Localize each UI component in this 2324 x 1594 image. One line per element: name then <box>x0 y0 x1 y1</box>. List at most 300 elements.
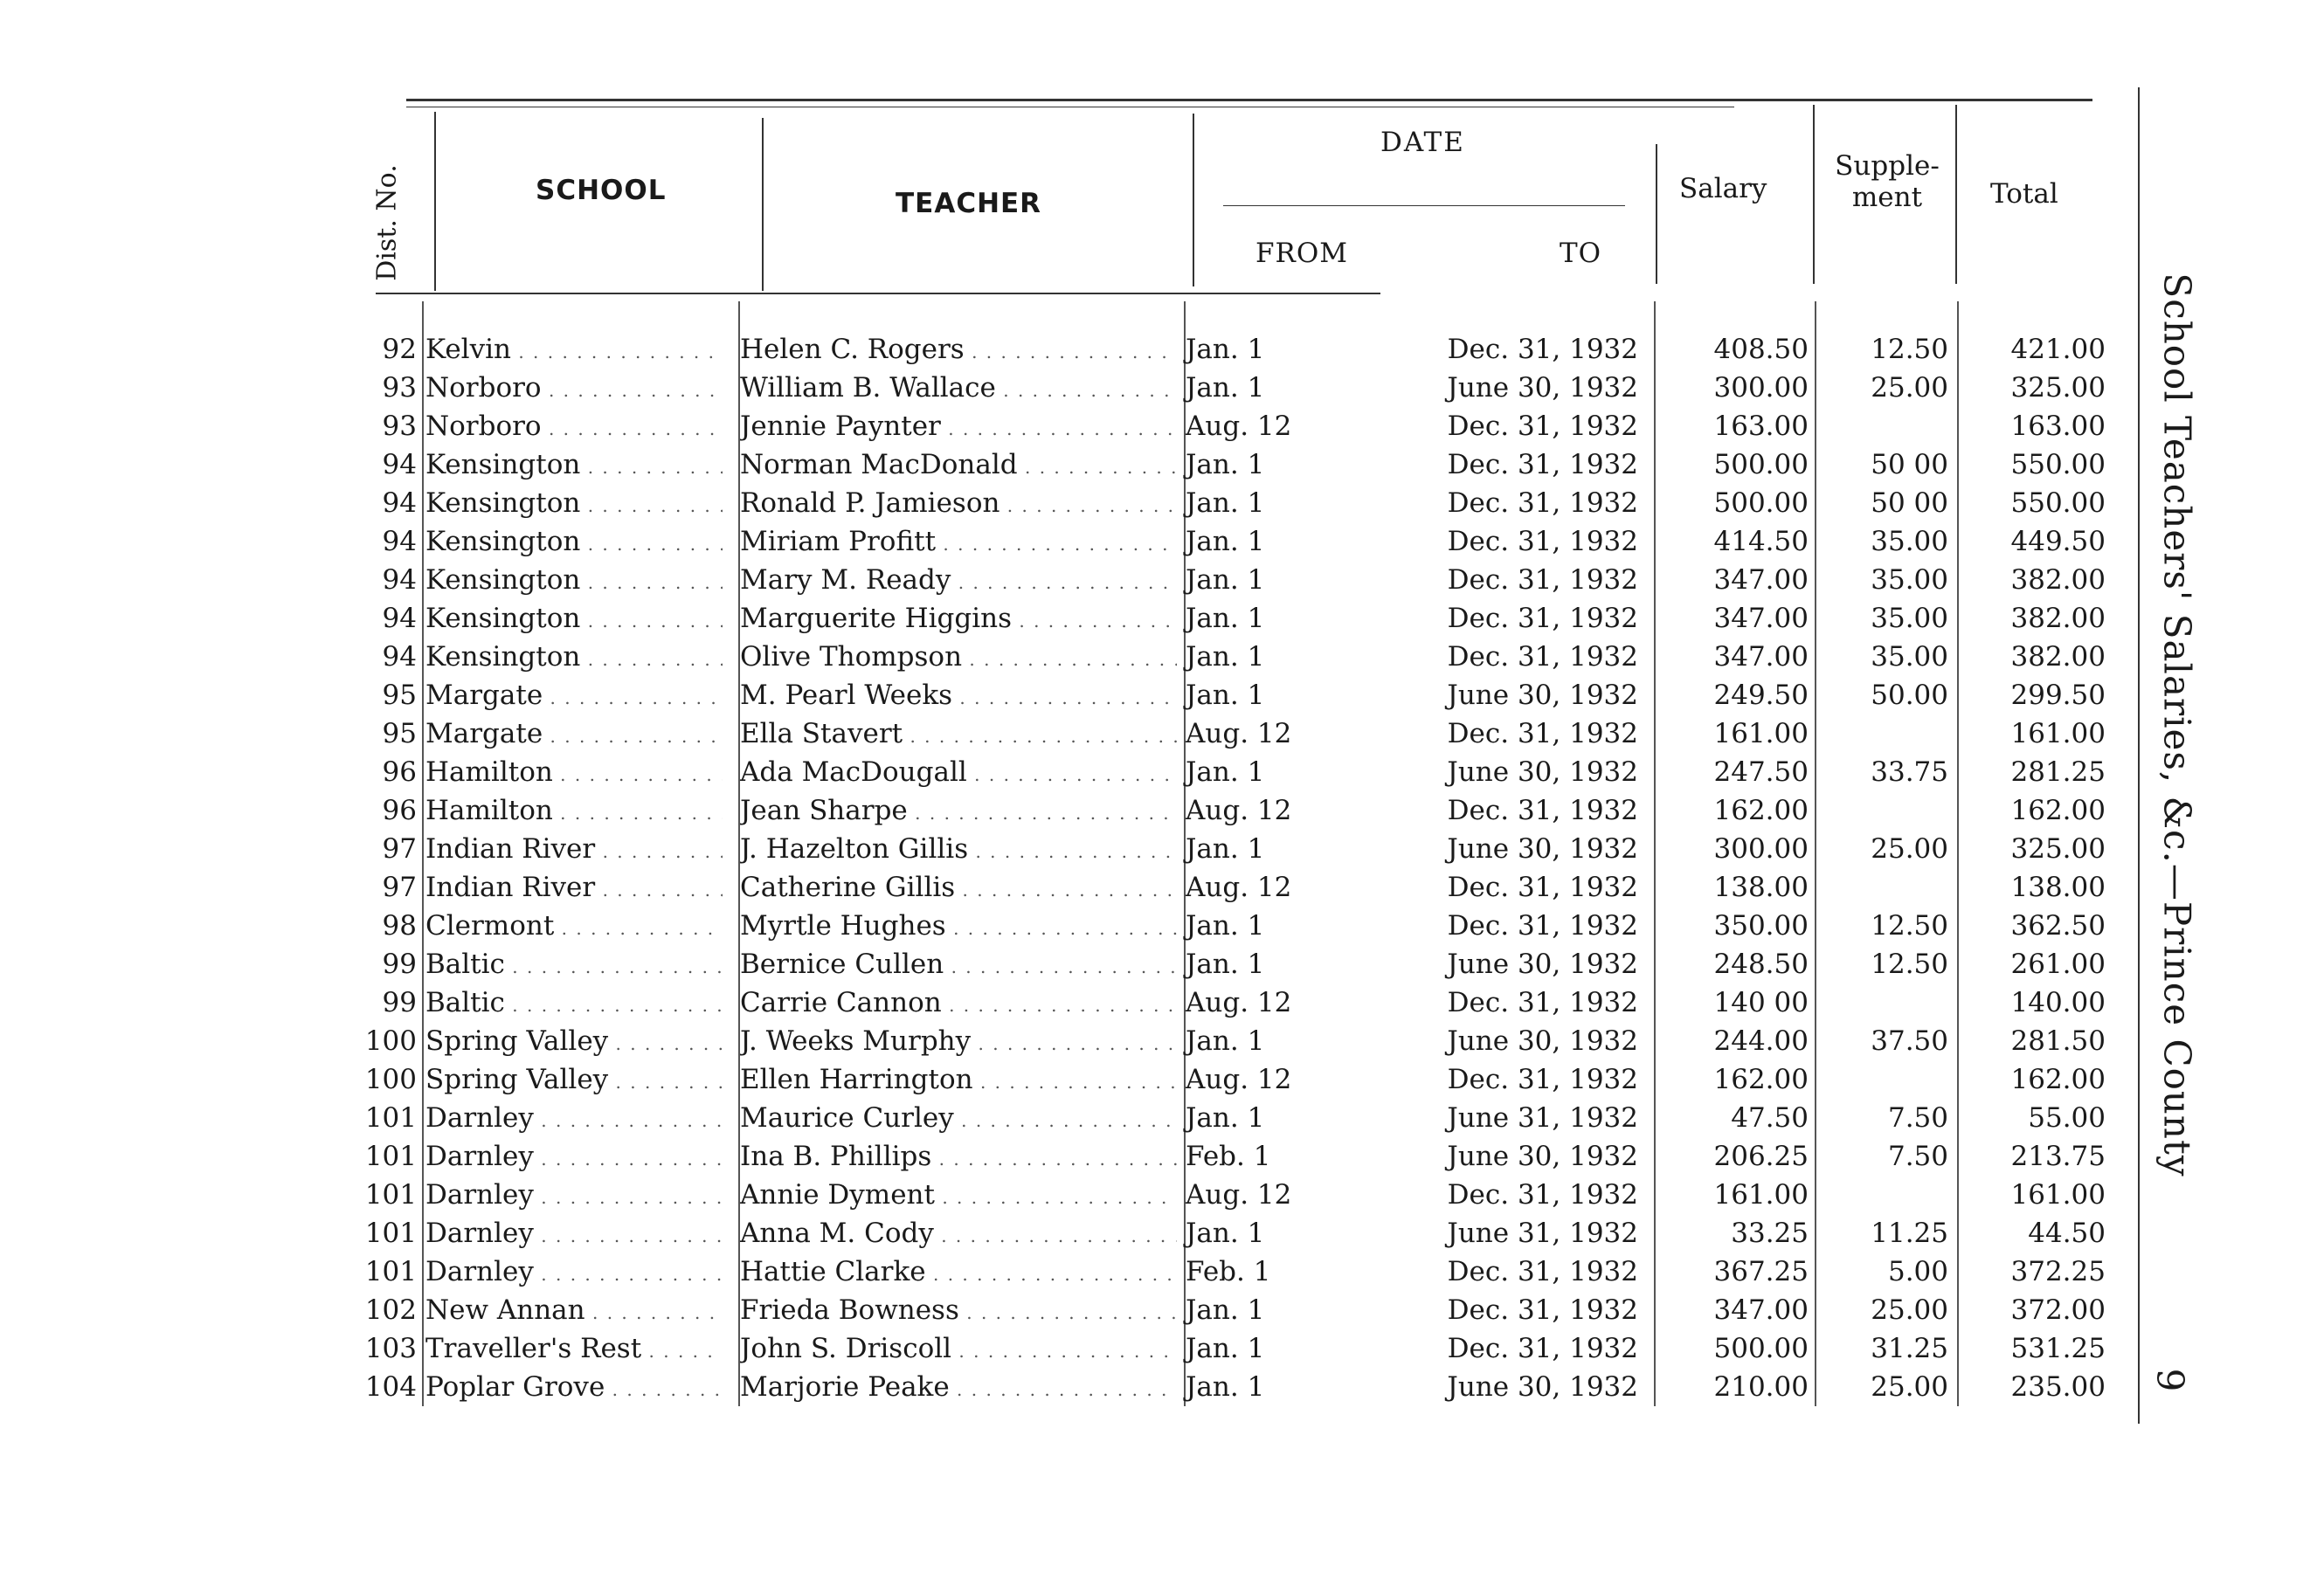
cell-total-text: 362.50 <box>2010 910 2106 942</box>
cell-salary-text: 206.25 <box>1713 1141 1809 1172</box>
table-row <box>0 369 2114 407</box>
cell-total <box>1966 1214 2106 1252</box>
cell-total-text: 162.00 <box>2010 1064 2106 1095</box>
cell-dist-no-text: 97 <box>382 833 417 865</box>
cell-to-text: June 31, 1932 <box>1447 1218 1638 1249</box>
cell-salary <box>1660 445 1809 484</box>
header-divider <box>1193 114 1194 286</box>
cell-total <box>1966 791 2106 830</box>
cell-teacher-text: Marguerite Higgins . . . <box>740 603 1177 634</box>
cell-from <box>1186 1291 1325 1329</box>
cell-salary <box>1660 1137 1809 1176</box>
cell-teacher-text: John S. Driscoll . . . <box>740 1333 1177 1364</box>
cell-total <box>1966 1368 2106 1406</box>
cell-teacher <box>740 714 1177 756</box>
cell-to-text: Dec. 31, 1932 <box>1447 1256 1638 1287</box>
cell-to <box>1415 1291 1638 1329</box>
cell-teacher-text: Ellen Harrington . . . <box>740 1064 1177 1095</box>
cell-from-text: Jan. 1 <box>1186 833 1265 865</box>
cell-to-text: Dec. 31, 1932 <box>1447 411 1638 442</box>
cell-to-text: Dec. 31, 1932 <box>1447 526 1638 557</box>
cell-total-text: 325.00 <box>2010 372 2106 404</box>
table-row <box>0 1099 2114 1137</box>
cell-dist-no <box>364 1214 417 1252</box>
cell-teacher <box>740 1176 1177 1217</box>
cell-total <box>1966 983 2106 1022</box>
cell-teacher <box>740 445 1177 486</box>
cell-supplement <box>1817 445 1948 484</box>
cell-total-text: 281.50 <box>2010 1025 2106 1057</box>
cell-school-text: Indian River . . . <box>425 872 723 903</box>
cell-dist-no <box>364 945 417 983</box>
table-row <box>0 1022 2114 1060</box>
cell-school-text: Spring Valley . . . <box>425 1025 723 1057</box>
cell-from <box>1186 753 1325 791</box>
header-to: TO <box>1560 238 1602 269</box>
cell-school-text: New Annan . . . <box>425 1294 723 1326</box>
table-row <box>0 599 2114 638</box>
cell-salary-text: 210.00 <box>1713 1371 1809 1403</box>
cell-supplement <box>1817 1137 1948 1176</box>
header-bottom-rule <box>376 293 1380 294</box>
cell-total <box>1966 1137 2106 1176</box>
cell-supplement <box>1817 369 1948 407</box>
cell-from-text: Jan. 1 <box>1186 680 1265 711</box>
cell-supplement-text: 37.50 <box>1871 1025 1948 1057</box>
cell-supplement <box>1817 907 1948 945</box>
cell-school-text: Darnley . . . <box>425 1102 723 1134</box>
cell-salary-text: 248.50 <box>1713 949 1809 980</box>
cell-dist-no <box>364 676 417 714</box>
cell-to <box>1415 791 1638 830</box>
cell-to <box>1415 868 1638 907</box>
cell-school-text: Indian River . . . <box>425 833 723 865</box>
cell-school <box>425 868 723 909</box>
cell-supplement-text: 25.00 <box>1871 1371 1948 1403</box>
table-row <box>0 1137 2114 1176</box>
cell-from <box>1186 484 1325 522</box>
cell-salary-text: 247.50 <box>1713 756 1809 788</box>
cell-school <box>425 407 723 448</box>
cell-supplement-text: 25.00 <box>1871 372 1948 404</box>
header-divider <box>434 112 436 291</box>
cell-school <box>425 1022 723 1063</box>
table-row <box>0 445 2114 484</box>
cell-school <box>425 1291 723 1332</box>
cell-from <box>1186 714 1325 753</box>
cell-teacher <box>740 1214 1177 1255</box>
table-row <box>0 561 2114 599</box>
cell-total-text: 421.00 <box>2010 334 2106 365</box>
cell-salary-text: 162.00 <box>1713 1064 1809 1095</box>
cell-from-text: Jan. 1 <box>1186 1294 1265 1326</box>
cell-from <box>1186 1329 1325 1368</box>
cell-salary-text: 140 00 <box>1713 987 1809 1018</box>
cell-salary <box>1660 791 1809 830</box>
cell-school <box>425 1060 723 1101</box>
cell-total-text: 138.00 <box>2010 872 2106 903</box>
cell-to-text: June 30, 1932 <box>1447 1025 1638 1057</box>
cell-teacher-text: J. Hazelton Gillis . . . <box>740 833 1177 865</box>
cell-supplement-text: 35.00 <box>1871 641 1948 673</box>
cell-total <box>1966 1252 2106 1291</box>
cell-school <box>425 714 723 756</box>
header-teacher: TEACHER <box>896 188 1042 219</box>
cell-total-text: 325.00 <box>2010 833 2106 865</box>
cell-from <box>1186 1060 1325 1099</box>
cell-total-text: 382.00 <box>2010 564 2106 596</box>
cell-from <box>1186 791 1325 830</box>
cell-salary-text: 350.00 <box>1713 910 1809 942</box>
cell-salary-text: 33.25 <box>1731 1218 1809 1249</box>
cell-supplement <box>1817 561 1948 599</box>
cell-school <box>425 330 723 371</box>
cell-from <box>1186 1176 1325 1214</box>
cell-supplement-text: 7.50 <box>1887 1102 1948 1134</box>
cell-total-text: 382.00 <box>2010 603 2106 634</box>
cell-salary <box>1660 1022 1809 1060</box>
cell-from <box>1186 445 1325 484</box>
table-row <box>0 1368 2114 1406</box>
cell-salary <box>1660 330 1809 369</box>
header-school: SCHOOL <box>536 175 667 206</box>
cell-total <box>1966 484 2106 522</box>
cell-school <box>425 753 723 794</box>
cell-from-text: Jan. 1 <box>1186 372 1265 404</box>
cell-dist-no <box>364 330 417 369</box>
cell-school <box>425 1368 723 1409</box>
cell-school <box>425 1176 723 1217</box>
cell-teacher-text: Ronald P. Jamieson . . . <box>740 487 1177 519</box>
cell-supplement-text: 11.25 <box>1871 1218 1948 1249</box>
cell-supplement <box>1817 1214 1948 1252</box>
cell-to-text: Dec. 31, 1932 <box>1447 449 1638 480</box>
cell-dist-no <box>364 638 417 676</box>
cell-from <box>1186 1368 1325 1406</box>
table-row <box>0 676 2114 714</box>
cell-supplement <box>1817 599 1948 638</box>
table-row <box>0 1291 2114 1329</box>
cell-total-text: 161.00 <box>2010 718 2106 749</box>
cell-dist-no <box>364 791 417 830</box>
cell-salary <box>1660 599 1809 638</box>
cell-supplement-text: 50.00 <box>1871 680 1948 711</box>
cell-dist-no <box>364 1099 417 1137</box>
cell-supplement <box>1817 676 1948 714</box>
cell-teacher-text: Anna M. Cody . . . <box>740 1218 1177 1249</box>
table-row <box>0 714 2114 753</box>
cell-salary <box>1660 1329 1809 1368</box>
cell-salary <box>1660 484 1809 522</box>
cell-to-text: Dec. 31, 1932 <box>1447 603 1638 634</box>
cell-dist-no-text: 93 <box>382 411 417 442</box>
cell-total <box>1966 638 2106 676</box>
cell-school <box>425 445 723 486</box>
cell-dist-no <box>364 753 417 791</box>
cell-school-text: Darnley . . . <box>425 1218 723 1249</box>
cell-teacher-text: Miriam Profitt . . . <box>740 526 1177 557</box>
cell-salary <box>1660 753 1809 791</box>
cell-supplement-text: 33.75 <box>1871 756 1948 788</box>
cell-total-text: 449.50 <box>2010 526 2106 557</box>
cell-dist-no <box>364 561 417 599</box>
cell-supplement-text: 12.50 <box>1871 334 1948 365</box>
cell-teacher <box>740 753 1177 794</box>
cell-supplement-text: 50 00 <box>1871 449 1948 480</box>
cell-salary-text: 347.00 <box>1713 564 1809 596</box>
cell-salary-text: 47.50 <box>1731 1102 1809 1134</box>
cell-to <box>1415 445 1638 484</box>
table-row <box>0 830 2114 868</box>
cell-school-text: Margate . . . <box>425 718 723 749</box>
cell-total-text: 55.00 <box>2028 1102 2106 1134</box>
cell-dist-no-text: 101 <box>364 1218 417 1249</box>
cell-teacher <box>740 330 1177 371</box>
cell-dist-no <box>364 407 417 445</box>
cell-salary <box>1660 1060 1809 1099</box>
cell-to-text: June 30, 1932 <box>1447 1371 1638 1403</box>
cell-supplement <box>1817 1099 1948 1137</box>
cell-dist-no <box>364 599 417 638</box>
side-title: School Teachers' Salaries, &c.—Prince County <box>2155 273 2199 1177</box>
cell-to <box>1415 1099 1638 1137</box>
cell-school <box>425 830 723 871</box>
header-divider <box>1955 105 1957 284</box>
cell-from <box>1186 330 1325 369</box>
table-row <box>0 1329 2114 1368</box>
cell-salary <box>1660 1176 1809 1214</box>
cell-to <box>1415 1329 1638 1368</box>
cell-to <box>1415 1368 1638 1406</box>
cell-from <box>1186 369 1325 407</box>
cell-teacher-text: Catherine Gillis . . . <box>740 872 1177 903</box>
cell-supplement <box>1817 638 1948 676</box>
cell-school <box>425 1329 723 1370</box>
cell-to-text: Dec. 31, 1932 <box>1447 1179 1638 1211</box>
cell-from-text: Jan. 1 <box>1186 334 1265 365</box>
cell-dist-no-text: 101 <box>364 1179 417 1211</box>
cell-to-text: Dec. 31, 1932 <box>1447 1294 1638 1326</box>
table-row <box>0 1176 2114 1214</box>
cell-supplement <box>1817 753 1948 791</box>
cell-teacher-text: William B. Wallace . . . <box>740 372 1177 404</box>
cell-salary <box>1660 676 1809 714</box>
cell-school-text: Spring Valley . . . <box>425 1064 723 1095</box>
cell-school-text: Kensington . . . <box>425 487 723 519</box>
cell-to-text: Dec. 31, 1932 <box>1447 1333 1638 1364</box>
cell-to-text: June 30, 1932 <box>1447 680 1638 711</box>
cell-supplement <box>1817 1022 1948 1060</box>
cell-school-text: Darnley . . . <box>425 1256 723 1287</box>
cell-school <box>425 983 723 1025</box>
cell-dist-no-text: 96 <box>382 756 417 788</box>
cell-teacher-text: Olive Thompson . . . <box>740 641 1177 673</box>
cell-total <box>1966 407 2106 445</box>
cell-teacher-text: Jean Sharpe . . . <box>740 795 1177 826</box>
cell-supplement-text: 35.00 <box>1871 526 1948 557</box>
cell-dist-no <box>364 907 417 945</box>
cell-teacher-text: J. Weeks Murphy . . . <box>740 1025 1177 1057</box>
table-row <box>0 1214 2114 1252</box>
cell-from <box>1186 830 1325 868</box>
cell-dist-no <box>364 1368 417 1406</box>
header-from: FROM <box>1255 238 1349 269</box>
cell-salary-text: 414.50 <box>1713 526 1809 557</box>
cell-salary-text: 500.00 <box>1713 449 1809 480</box>
cell-to-text: Dec. 31, 1932 <box>1447 718 1638 749</box>
cell-total <box>1966 522 2106 561</box>
cell-dist-no <box>364 983 417 1022</box>
cell-to <box>1415 1060 1638 1099</box>
cell-from-text: Jan. 1 <box>1186 1371 1265 1403</box>
cell-dist-no-text: 97 <box>382 872 417 903</box>
cell-school <box>425 522 723 563</box>
cell-school <box>425 907 723 948</box>
cell-supplement-text: 5.00 <box>1887 1256 1948 1287</box>
cell-from-text: Aug. 12 <box>1186 795 1292 826</box>
cell-school <box>425 945 723 986</box>
cell-to-text: June 30, 1932 <box>1447 372 1638 404</box>
cell-salary <box>1660 868 1809 907</box>
cell-school-text: Clermont . . . <box>425 910 723 942</box>
cell-dist-no-text: 95 <box>382 680 417 711</box>
cell-dist-no-text: 93 <box>382 372 417 404</box>
cell-salary <box>1660 561 1809 599</box>
cell-to-text: Dec. 31, 1932 <box>1447 872 1638 903</box>
cell-dist-no-text: 94 <box>382 526 417 557</box>
cell-school <box>425 1214 723 1255</box>
cell-school <box>425 1137 723 1178</box>
right-border-rule <box>2138 87 2140 1424</box>
header-salary: Salary <box>1679 173 1767 204</box>
cell-dist-no-text: 98 <box>382 910 417 942</box>
cell-from-text: Aug. 12 <box>1186 872 1292 903</box>
cell-teacher-text: Maurice Curley . . . <box>740 1102 1177 1134</box>
date-rule <box>1223 205 1625 206</box>
cell-from <box>1186 1022 1325 1060</box>
cell-dist-no-text: 94 <box>382 603 417 634</box>
cell-salary-text: 300.00 <box>1713 372 1809 404</box>
cell-from <box>1186 1252 1325 1291</box>
cell-teacher-text: Myrtle Hughes . . . <box>740 910 1177 942</box>
cell-supplement <box>1817 945 1948 983</box>
cell-supplement <box>1817 330 1948 369</box>
cell-to <box>1415 1252 1638 1291</box>
cell-salary-text: 162.00 <box>1713 795 1809 826</box>
cell-school-text: Kensington . . . <box>425 603 723 634</box>
cell-total <box>1966 1176 2106 1214</box>
cell-from-text: Feb. 1 <box>1186 1256 1271 1287</box>
table-row <box>0 638 2114 676</box>
cell-teacher <box>740 369 1177 410</box>
cell-total <box>1966 907 2106 945</box>
cell-dist-no-text: 99 <box>382 949 417 980</box>
cell-total <box>1966 945 2106 983</box>
cell-school-text: Traveller's Rest . . . <box>425 1333 723 1364</box>
cell-from-text: Aug. 12 <box>1186 1064 1292 1095</box>
cell-school-text: Margate . . . <box>425 680 723 711</box>
table-row <box>0 484 2114 522</box>
cell-dist-no <box>364 868 417 907</box>
cell-teacher <box>740 1368 1177 1409</box>
cell-salary <box>1660 945 1809 983</box>
cell-from-text: Aug. 12 <box>1186 987 1292 1018</box>
cell-total-text: 163.00 <box>2010 411 2106 442</box>
cell-school <box>425 369 723 410</box>
cell-school <box>425 791 723 832</box>
cell-salary <box>1660 1291 1809 1329</box>
cell-to <box>1415 1214 1638 1252</box>
cell-school <box>425 561 723 602</box>
cell-dist-no <box>364 445 417 484</box>
cell-teacher <box>740 522 1177 563</box>
cell-total-text: 299.50 <box>2010 680 2106 711</box>
cell-supplement <box>1817 484 1948 522</box>
cell-school-text: Poplar Grove . . . <box>425 1371 723 1403</box>
cell-dist-no-text: 94 <box>382 487 417 519</box>
header-dist-no: Dist. No. <box>371 164 403 281</box>
cell-teacher <box>740 484 1177 525</box>
cell-supplement <box>1817 1368 1948 1406</box>
cell-teacher <box>740 1022 1177 1063</box>
header-divider <box>762 118 764 291</box>
cell-school-text: Darnley . . . <box>425 1141 723 1172</box>
cell-to <box>1415 369 1638 407</box>
cell-salary <box>1660 407 1809 445</box>
cell-salary-text: 161.00 <box>1713 1179 1809 1211</box>
cell-to <box>1415 1022 1638 1060</box>
table-row <box>0 753 2114 791</box>
cell-dist-no-text: 101 <box>364 1256 417 1287</box>
cell-from <box>1186 1214 1325 1252</box>
header-total: Total <box>1990 178 2058 210</box>
salary-table <box>0 330 2114 1406</box>
cell-teacher-text: Ella Stavert . . . <box>740 718 1177 749</box>
cell-teacher <box>740 1137 1177 1178</box>
cell-total-text: 281.25 <box>2010 756 2106 788</box>
cell-total-text: 44.50 <box>2028 1218 2106 1249</box>
cell-total <box>1966 1291 2106 1329</box>
cell-school <box>425 638 723 679</box>
cell-total <box>1966 369 2106 407</box>
cell-to-text: Dec. 31, 1932 <box>1447 795 1638 826</box>
cell-from <box>1186 868 1325 907</box>
cell-supplement-text: 25.00 <box>1871 1294 1948 1326</box>
cell-to <box>1415 638 1638 676</box>
cell-school-text: Kelvin . . . <box>425 334 723 365</box>
cell-total <box>1966 714 2106 753</box>
cell-teacher-text: Hattie Clarke . . . <box>740 1256 1177 1287</box>
cell-school <box>425 599 723 640</box>
cell-from-text: Jan. 1 <box>1186 641 1265 673</box>
cell-teacher-text: Bernice Cullen . . . <box>740 949 1177 980</box>
cell-from-text: Jan. 1 <box>1186 1333 1265 1364</box>
cell-to <box>1415 945 1638 983</box>
cell-to-text: Dec. 31, 1932 <box>1447 334 1638 365</box>
cell-teacher <box>740 945 1177 986</box>
cell-teacher <box>740 868 1177 909</box>
cell-total-text: 382.00 <box>2010 641 2106 673</box>
cell-salary-text: 367.25 <box>1713 1256 1809 1287</box>
cell-salary-text: 138.00 <box>1713 872 1809 903</box>
cell-total-text: 261.00 <box>2010 949 2106 980</box>
cell-to <box>1415 522 1638 561</box>
table-row <box>0 407 2114 445</box>
cell-salary <box>1660 522 1809 561</box>
cell-teacher-text: Ada MacDougall . . . <box>740 756 1177 788</box>
cell-teacher <box>740 676 1177 717</box>
cell-teacher-text: Ina B. Phillips . . . <box>740 1141 1177 1172</box>
